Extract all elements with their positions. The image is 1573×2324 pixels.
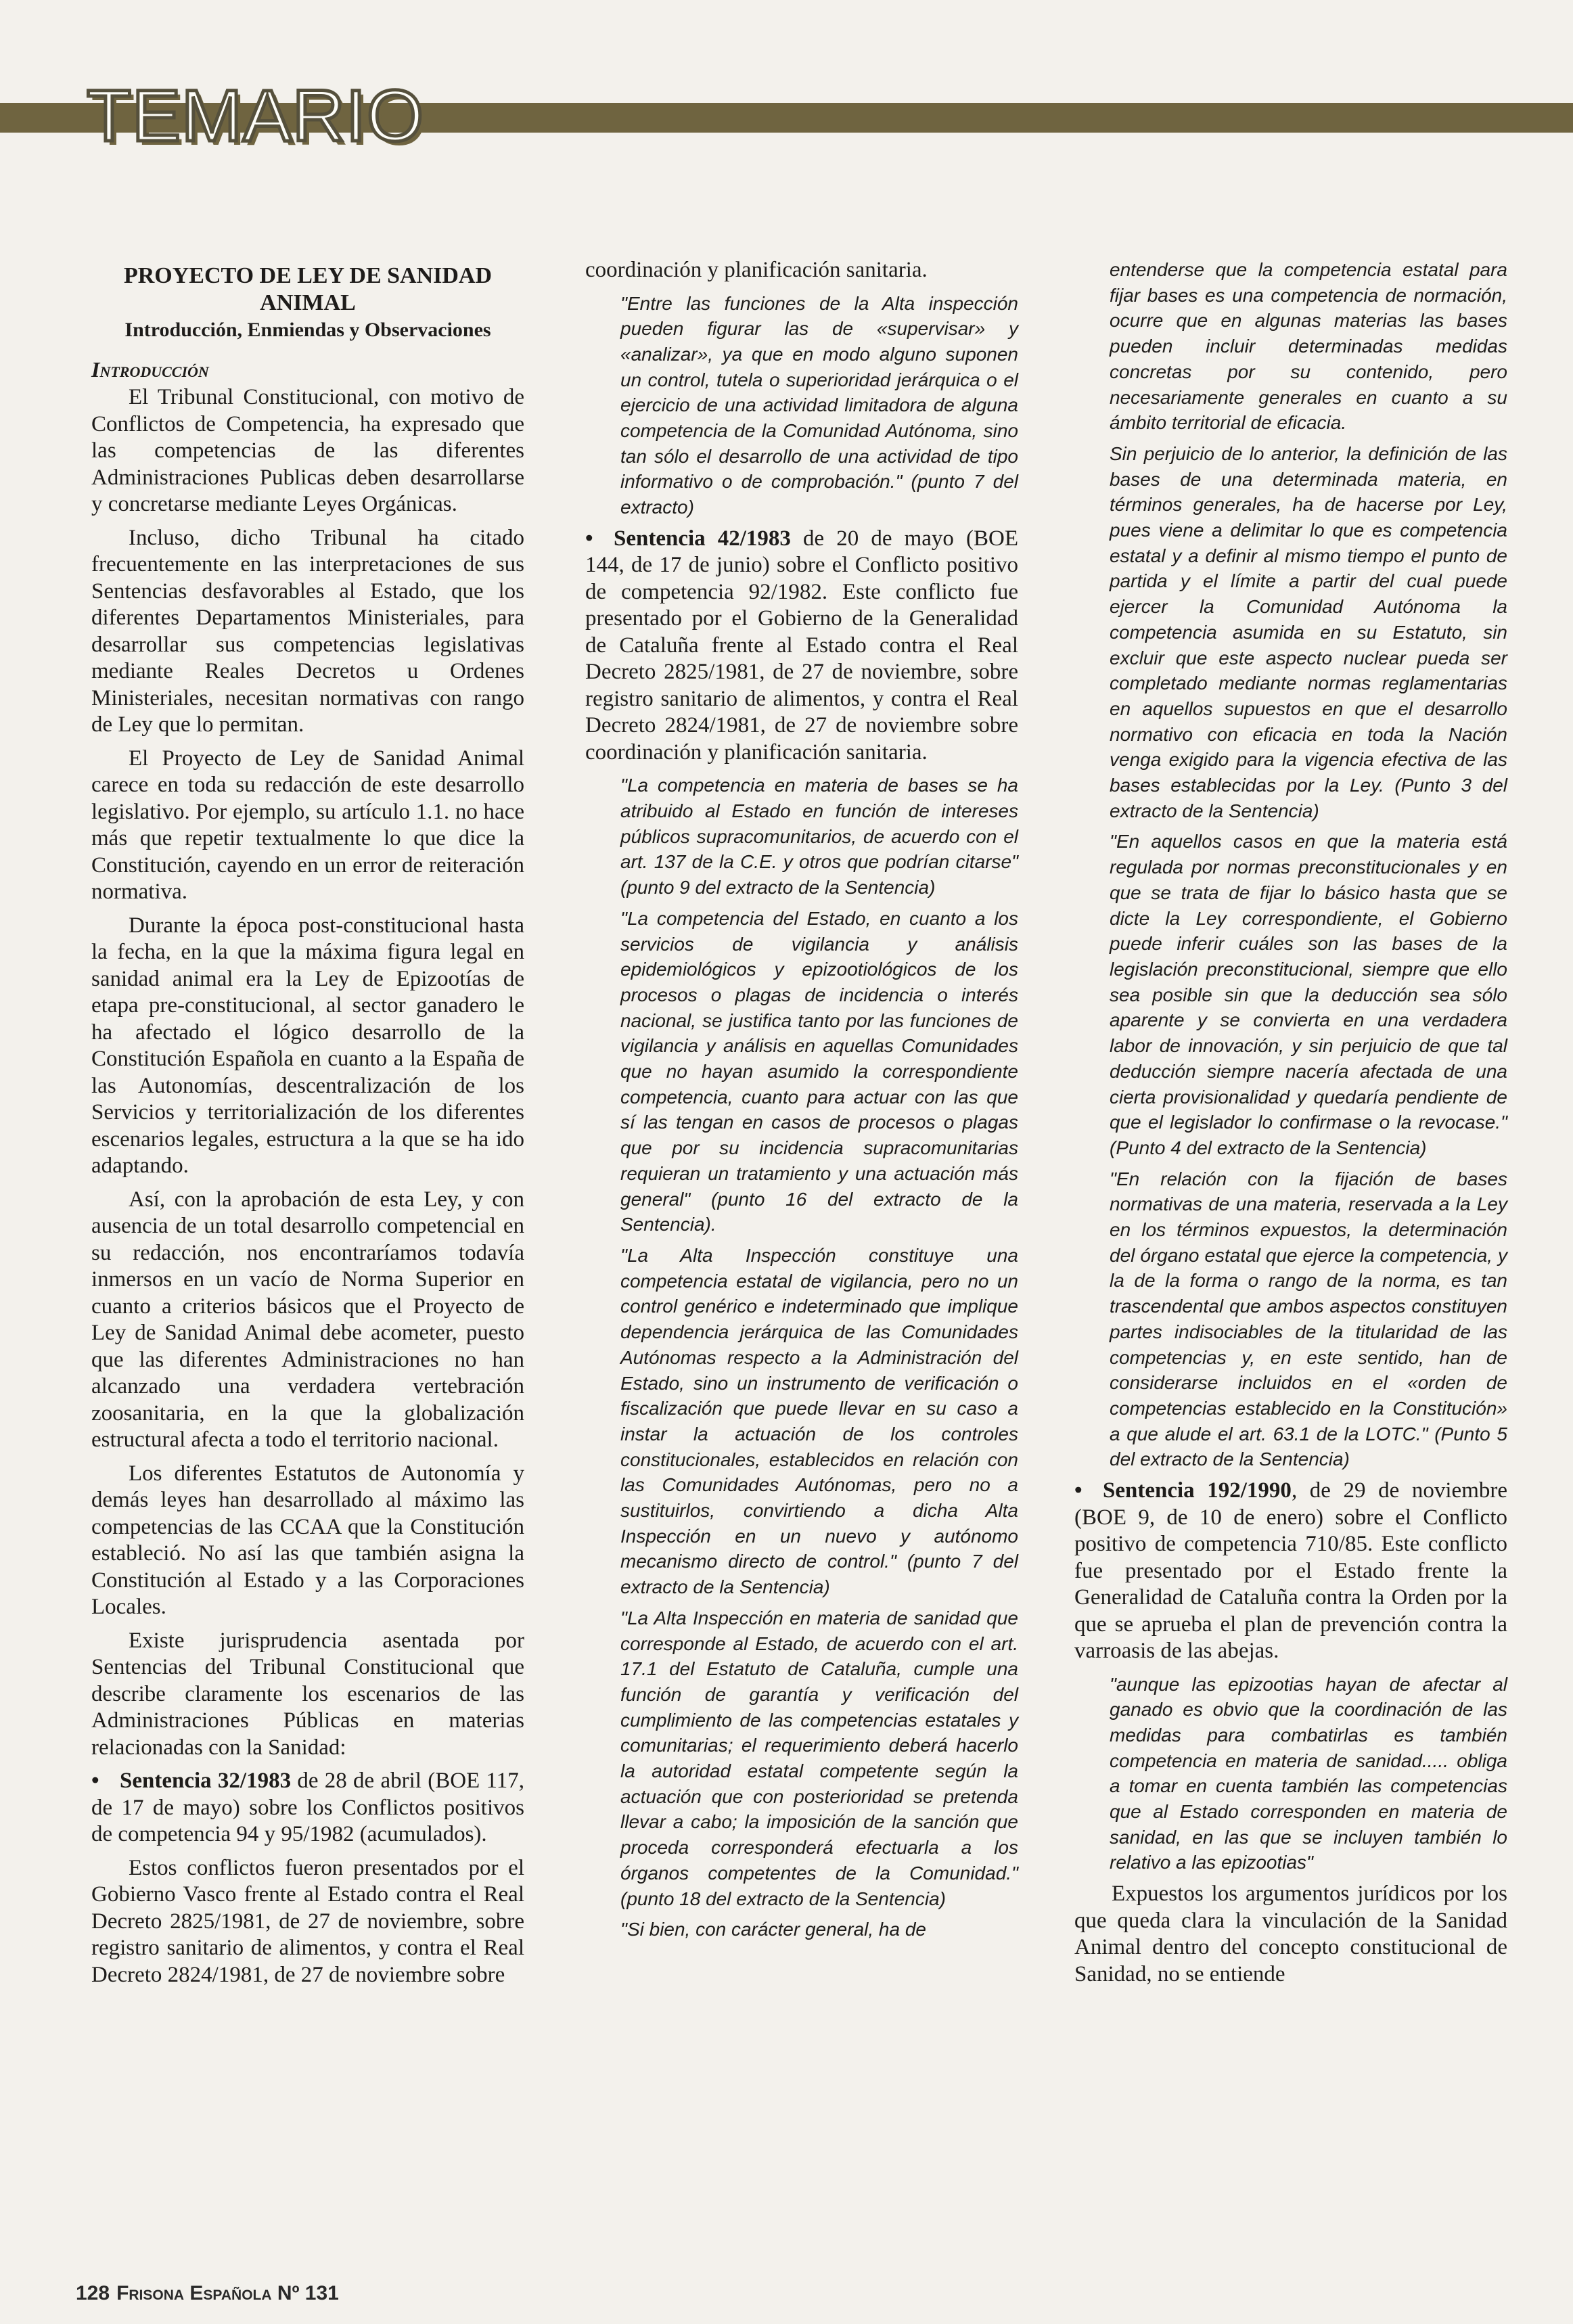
sentencia-text: de 28 de abril (BOE 117, de 17 de mayo) sobre los Conflictos positivos de competencia 94 y 95/1982 (acumulados). [91,1769,524,1846]
quote: "Si bien, con carácter general, ha de [620,1919,926,1940]
paragraph: Los diferentes Estatutos de Autonomía y demás leyes han desarrollado al máximo las competencias de las CCAA que la Constitución estableció. No así las que también asigna la Constitución al Estado y a las Corporaciones Locales. [91,1461,524,1619]
paragraph: Incluso, dicho Tribunal ha citado frecuentemente en las interpretaciones de sus Sentencias desfavorables al Estado, que los diferentes Departamentos Ministeriales, para desarrollar sus competencias legislativas mediante Reales Decretos u Ordenes Ministeriales, necesitan normativas con rango de Ley que lo permitan. [91,525,524,737]
page-footer [76,2281,339,2306]
quote: "La Alta Inspección en materia de sanidad que corresponde al Estado, de acuerdo con el art. 17.1 del Estatuto de Cataluña, cumple una función de garantía y verificación del cumplimiento de las competencias estatales y comunitarias; el requerimiento deberá hacerlo la autoridad estatal competente según la actuación que con posterioridad se pretenda llevar a cabo; la imposición de la sanción que proceda corresponderá efectuarla a los órganos competentes de la Comunidad." (punto 18 del extracto de la Sentencia) [620,1607,1018,1909]
paragraph: Estos conflictos fueron presentados por el Gobierno Vasco frente al Estado contra el Real Decreto 2825/1981, de 27 de noviembre, sobre registro sanitario de alimentos, y contra el Real Decreto 2824/1981, de 27 de noviembre sobre [91,1855,524,1987]
quote: entenderse que la competencia estatal para fijar bases es una competencia de normación, ocurre que en algunas materias las bases pueden incluir determinadas medidas concretas por su contenido, pero necesariamente generales en cuanto a su ámbito territorial de eficacia. [1110,259,1507,434]
column-1 [91,257,524,1995]
article-title: PROYECTO DE LEY DE SANIDAD ANIMAL [123,263,493,315]
sentencia-title: Sentencia 32/1983 [120,1769,292,1793]
bullet-dot-icon: • [91,1769,99,1793]
page-number: 128 [76,2282,110,2304]
sentencia-title: Sentencia 42/1983 [614,526,791,551]
sentencia-text: de 20 de mayo (BOE 144, de 17 de junio) sobre el Conflicto positivo de competencia 92/1982. Este conflicto fue presentado por el Gobierno de la Generalidad de Cataluña frente al Estado contra el Real Decreto 2825/1981, de 27 de noviembre, sobre registro sanitario de alimentos, y contra el Real Decreto 2824/1981, de 27 de noviembre sobre coordinación y planificación sanitaria. [585,526,1018,765]
sentencia-bullet [1074,1478,1507,1665]
bullet-dot-icon: • [585,526,593,551]
sentencia-text: , de 29 de noviembre (BOE 9, de 10 de enero) sobre el Conflicto positivo de competencia 710/85. Este conflicto fue presentado por el Estado frente la Generalidad de Cataluña contra la Orden por la que se aprueba el plan de prevención contra la varroasis de las abejas. [1074,1478,1508,1664]
bullet-dot-icon: • [1074,1478,1082,1503]
quote: "aunque las epizootias hayan de afectar al ganado es obvio que la coordinación de las medidas para combatirlas es también competencia en materia de sanidad..... obliga a tomar en cuenta también las competencias que al Estado corresponden en materia de sanidad, en las que se incluyen también lo relativo a las epizootias" [1110,1673,1507,1873]
column-2 [585,257,1018,1948]
paragraph: Existe jurisprudencia asentada por Sentencias del Tribunal Constitucional que describe claramente los escenarios de las Administraciones Públicas en materias relacionadas con la Sanidad: [91,1628,524,1760]
paragraph: Así, con la aprobación de esta Ley, y con ausencia de un total desarrollo competencial en su redacción, nos encontraríamos todavía inmersos en un vacío de Norma Superior en cuanto a criterios básicos que el Proyecto de Ley de Sanidad Animal debe acometer, puesto que las diferentes Administraciones no han alcanzado una verdadera vertebración zoosanitaria, en la que la globalización estructural afecta a todo el territorio nacional. [91,1187,524,1452]
quote: Sin perjuicio de lo anterior, la definición de las bases de una determinada materia, en términos generales, ha de hacerse por Ley, pues viene a delimitar lo que es competencia estatal y a definir al mismo tiempo el punto de partida y el límite a partir del cual puede ejercer la Comunidad Autónoma la competencia asumida en su Estatuto, sin excluir que este aspecto nuclear pueda ser completado mediante normas reglamentarias en aquellos supuestos en que el desarrollo normativo con eficacia en toda la Nación venga exigido para la vigencia efectiva de las bases establecidas por la Ley. (Punto 3 del extracto de la Sentencia) [1110,442,1507,821]
sentencia-bullet [91,1768,524,1848]
magazine-issue: Frisona Española Nº 131 [116,2282,339,2304]
paragraph: Expuestos los argumentos jurídicos por los que queda clara la vinculación de la Sanidad Animal dentro del concepto constitucional de Sanidad, no se entiende [1074,1882,1507,1986]
quote: "La Alta Inspección constituye una competencia estatal de vigilancia, pero no un control genérico e indeterminado que implique dependencia jerárquica de las Comunidades Autónomas respecto a la Administración del Estado, sino un instrumento de verificación o fiscalización que puede llevar en su caso a instar la actuación de los controles constitucionales, establecidos en relación con las Comunidades Autónomas, pero no a sustituirlos, convirtiendo a dicha Alta Inspección en un nuevo y autónomo mecanismo directo de control." (punto 7 del extracto de la Sentencia) [620,1244,1018,1598]
column-3 [1074,257,1507,1995]
quote: "La competencia en materia de bases se ha atribuido al Estado en función de intereses públicos supracomunitarios, de acuerdo con el art. 137 de la C.E. y otros que podrían citarse" (punto 9 del extracto de la Sentencia) [620,775,1018,898]
article-subtitle: Introducción, Enmiendas y Observaciones [124,319,491,341]
sentencia-bullet [585,526,1018,767]
quote: "En relación con la fijación de bases normativas de una materia, reservada a la Ley en los términos expuestos, la determinación del órgano estatal que ejerce la competencia, y la de la forma o rango de la norma, es tan trascendental que ambos aspectos constituyen partes indisociables de la titularidad de las competencias y, en este sentido, han de considerarse incluidos en el «orden de competencias establecido en la Constitución» a que alude el art. 63.1 de la LOTC." (Punto 5 del extracto de la Sentencia) [1110,1168,1507,1470]
quote: "La competencia del Estado, en cuanto a los servicios de vigilancia y análisis epidemiológicos y epizootiológicos de los procesos o plagas de incidencia o interés nacional, se justifica tanto por las funciones de vigilancia y análisis en aquellas Comunidades que no hayan asumido la correspondiente competencia, cuanto para actuar con las que sí las tengan en casos de procesos o plagas que por su incidencia supracomunitarias requieran un tratamiento y una actuación más general" (punto 16 del extracto de la Sentencia). [620,907,1018,1235]
paragraph: Durante la época post-constitucional hasta la fecha, en la que la máxima figura legal en sanidad animal era la Ley de Epizootías de etapa pre-constitucional, al sector ganadero le ha afectado el lógico desarrollo de la Constitución Española en cuanto a la España de las Autonomías, descentralización de los Servicios y territorialización de los diferentes escenarios legales, estructura a la que se ha ido adaptando. [91,913,524,1178]
paragraph: coordinación y planificación sanitaria. [585,258,928,282]
quote: "En aquellos casos en que la materia está regulada por normas preconstitucionales y en que se trata de fijar lo básico hasta que se dicte la Ley correspondiente, el Gobierno puede inferir cuáles son las bases de la legislación preconstitucional, siempre que ello sea posible sin que la deducción sea sólo aparente y se convierta en una verdadera labor de innovación, y sin perjuicio de que tal deducción siempre nacería afectada de una cierta provisionalidad y quedaría pendiente de que el legislador lo confirmase o la revocase." (Punto 4 del extracto de la Sentencia) [1110,831,1507,1158]
quote: "Entre las funciones de la Alta inspección pueden figurar las de «supervisar» y «analizar», ya que en modo alguno suponen un control, tutela o superioridad jerárquica o el ejercicio de una actividad limitadora de alguna competencia de la Comunidad Autónoma, sino tan sólo el desarrollo de una actividad de tipo informativo o de comprobación." (punto 7 del extracto) [620,292,1018,518]
sentencia-title: Sentencia 192/1990 [1103,1478,1292,1503]
section-title: TEMARIO [87,74,425,156]
paragraph: El Tribunal Constitucional, con motivo de Conflictos de Competencia, ha expresado que las competencias de las diferentes Administraciones Publicas deben desarrollarse y concretarse mediante Leyes Orgánicas. [91,385,524,516]
paragraph: El Proyecto de Ley de Sanidad Animal carece en toda su redacción de este desarrollo legislativo. Por ejemplo, su artículo 1.1. no hace más que repetir textualmente lo que dice la Constitución, cayendo en un error de reiteración normativa. [91,746,524,904]
section-heading: Introducción [91,357,209,382]
